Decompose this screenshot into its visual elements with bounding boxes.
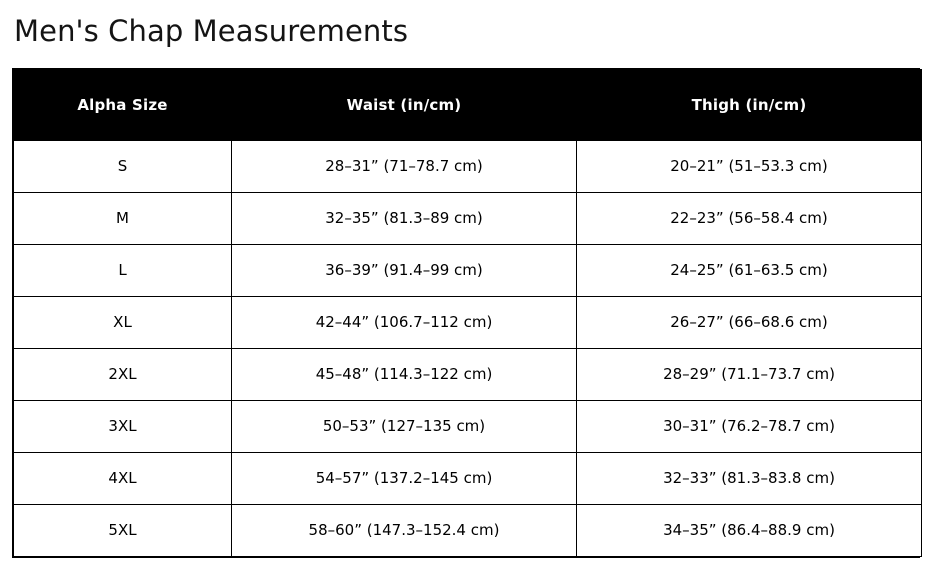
cell-thigh: 26–27” (66–68.6 cm) bbox=[577, 296, 922, 348]
cell-alpha-size: S bbox=[14, 140, 232, 192]
table-row bbox=[14, 400, 922, 452]
table-row bbox=[14, 348, 922, 400]
cell-waist: 28–31” (71–78.7 cm) bbox=[232, 140, 577, 192]
cell-waist: 36–39” (91.4–99 cm) bbox=[232, 244, 577, 296]
page-title: Men's Chap Measurements bbox=[14, 14, 409, 48]
table-body bbox=[14, 140, 922, 556]
cell-waist: 50–53” (127–135 cm) bbox=[232, 400, 577, 452]
cell-waist: 45–48” (114.3–122 cm) bbox=[232, 348, 577, 400]
cell-alpha-size: M bbox=[14, 192, 232, 244]
cell-alpha-size: 4XL bbox=[14, 452, 232, 504]
size-chart-container bbox=[12, 68, 920, 558]
cell-thigh: 34–35” (86.4–88.9 cm) bbox=[577, 504, 922, 556]
cell-thigh: 24–25” (61–63.5 cm) bbox=[577, 244, 922, 296]
table-row bbox=[14, 452, 922, 504]
table-header bbox=[14, 69, 922, 140]
cell-thigh: 30–31” (76.2–78.7 cm) bbox=[577, 400, 922, 452]
cell-alpha-size: L bbox=[14, 244, 232, 296]
cell-alpha-size: XL bbox=[14, 296, 232, 348]
column-header-thigh: Thigh (in/cm) bbox=[577, 69, 922, 140]
cell-thigh: 32–33” (81.3–83.8 cm) bbox=[577, 452, 922, 504]
cell-alpha-size: 5XL bbox=[14, 504, 232, 556]
table-header-row bbox=[14, 69, 922, 140]
cell-thigh: 28–29” (71.1–73.7 cm) bbox=[577, 348, 922, 400]
measurements-table bbox=[13, 69, 922, 557]
column-header-alpha-size: Alpha Size bbox=[14, 69, 232, 140]
cell-waist: 42–44” (106.7–112 cm) bbox=[232, 296, 577, 348]
cell-waist: 32–35” (81.3–89 cm) bbox=[232, 192, 577, 244]
cell-waist: 58–60” (147.3–152.4 cm) bbox=[232, 504, 577, 556]
table-row bbox=[14, 296, 922, 348]
column-header-waist: Waist (in/cm) bbox=[232, 69, 577, 140]
cell-thigh: 20–21” (51–53.3 cm) bbox=[577, 140, 922, 192]
table-row bbox=[14, 192, 922, 244]
cell-alpha-size: 3XL bbox=[14, 400, 232, 452]
cell-thigh: 22–23” (56–58.4 cm) bbox=[577, 192, 922, 244]
table-row bbox=[14, 140, 922, 192]
cell-alpha-size: 2XL bbox=[14, 348, 232, 400]
table-row bbox=[14, 244, 922, 296]
cell-waist: 54–57” (137.2–145 cm) bbox=[232, 452, 577, 504]
table-row bbox=[14, 504, 922, 556]
